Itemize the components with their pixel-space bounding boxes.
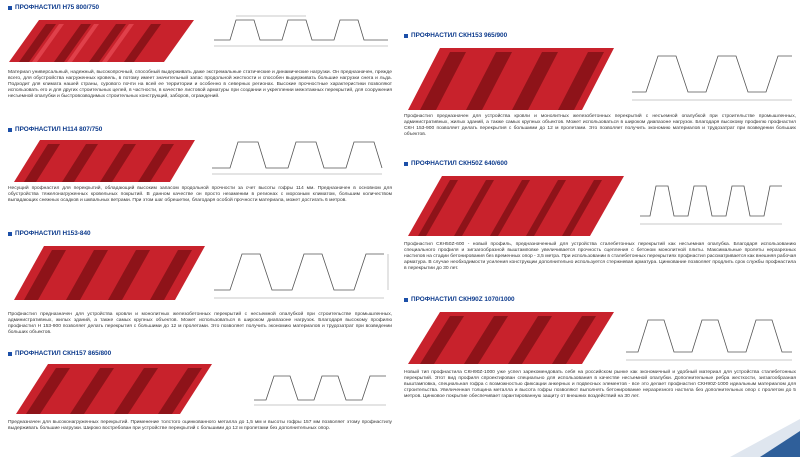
product-title xyxy=(8,126,102,133)
product-title-text: ПРОФНАСТИЛ СКН157 865/800 xyxy=(15,350,112,357)
product-description: Несущий профнастил для перекрытий, обладающий высоким запасом продольной прочности за счет высоты гофры 114 мм. Предназначен в основном для обустройства тяжелонагруженных кровельных покрытий. В данном качестве он просто незаменим в регионах с морозным климатом, большим количеством выпадающих снежных осадков и шквальных ветрами. При этом шаг обрешетки, благодаря особой прочности материала, может достигать 6 метров. xyxy=(8,186,392,204)
product-title-text: ПРОФНАСТИЛ Н75 800/750 xyxy=(15,4,100,11)
profile-section-drawing xyxy=(252,370,392,408)
product-h75 xyxy=(0,0,398,118)
product-title-text: ПРОФНАСТИЛ СКН50Z 640/600 xyxy=(411,160,508,167)
bullet-icon xyxy=(8,352,12,356)
product-description: Предназначен для высоконагруженных перекрытий. Применение толстого оцинкованного металла до 1,5 мм и высоты гофры 157 мм позволяет этому профнастилу выдерживать большие нагрузки. Широко востребован при устройстве перекрытий с большими до 12 м пролетами без дополнительных опор. xyxy=(8,420,392,432)
product-h153 xyxy=(0,226,398,348)
product-title xyxy=(8,230,91,237)
product-title xyxy=(8,4,99,11)
profile-sheet-photo xyxy=(404,42,614,114)
product-description: Профнастил предназначен для устройства кровли и монолитных железобетонных перекрытий с несъемной опалубкой при строительстве промышленных, административных, жилых зданий, а также самых крупных объектов. Может использоваться в широком диапазоне нагрузок. Благодаря высокому профилю профнастил СКН 153-900 позволяет делать перекрытия с большими до 12 м пролетами. Это позволяет получить экономию материалов и трудозатрат при возведении больших объектов. xyxy=(404,114,796,138)
bullet-icon xyxy=(404,162,408,166)
product-title xyxy=(404,296,515,303)
product-title-text: ПРОФНАСТИЛ Н114 807/750 xyxy=(15,126,103,133)
product-title-text: ПРОФНАСТИЛ Н153-840 xyxy=(15,230,91,237)
product-h114 xyxy=(0,122,398,228)
profile-section-drawing xyxy=(212,12,392,52)
profile-section-drawing xyxy=(212,244,392,304)
product-skn153 xyxy=(402,28,800,158)
bullet-icon xyxy=(8,232,12,236)
product-title-text: ПРОФНАСТИЛ СКН90Z 1070/1000 xyxy=(411,296,515,303)
product-title xyxy=(404,160,508,167)
product-title xyxy=(8,350,111,357)
profile-section-drawing xyxy=(630,46,796,106)
product-title-text: ПРОФНАСТИЛ СКН153 965/900 xyxy=(411,32,508,39)
profile-sheet-photo xyxy=(12,358,212,418)
profile-sheet-photo xyxy=(10,240,205,304)
profile-sheet-photo xyxy=(404,170,624,240)
product-description: Профнастил СКН50Z-600 - новый профиль, предназначенный для устройства сталебетонных перекрытий как несъемная опалубка. Благодаря использованию специального профиля и зигзагообразной выштамповке увеличивается прочность сцепления с бетоном монолитной плиты. Максимальные пролеты неразрезных настилов на стадии бетонирования без временных опор - 3,5 метра. При использовании в сталебетонных перекрытиях профнастил рассматривается как внешняя рабочая арматура. В случае необходимости усиления конструкции дополнительно используется стержневая арматура. Цинкование позволяет продлить срок службы профнастила в перекрытии до 30 лет. xyxy=(404,242,796,272)
profile-sheet-photo xyxy=(10,134,195,186)
profile-section-drawing xyxy=(638,176,796,232)
bullet-icon xyxy=(8,128,12,132)
product-description: Профнастил предназначен для устройства кровли и монолитных железобетонных перекрытий с несъемной опалубкой при строительстве промышленных, административных, жилых зданий, а также самых крупных объектов. Может использоваться в широком диапазоне нагрузок. Благодаря высокому профилю профнастил Н 153-900 позволяет делать перекрытия с большими до 12 м пролетами. Это позволяет получить экономию материалов и трудозатрат при возведении больших объектов. xyxy=(8,312,392,336)
product-skn157 xyxy=(0,348,398,457)
bullet-icon xyxy=(404,298,408,302)
profile-sheet-photo xyxy=(4,12,194,68)
profile-section-drawing xyxy=(210,136,390,178)
product-description: Материал универсальный, надежный, высокопрочный, способный выдерживать даже экстремальные статические и динамические нагрузки. Он предназначен, прежде всего, для обустройства нагруженных кровель, в потому имеет значительный запас продольной жесткости и способен выдерживать большие нагрузки снега и льда. Подходит для климата нашей страны, сурового почти на всей ее территории и особенно в северных регионах. Высокие прочностные характеристики позволяют использовать его и для других строительных целей, в частности, в качестве листовой арматуры при создании и укреплении межэтажных перекрытий, для сооружения несъемной опалубки и быстровозводимых строительных конструкций, заборов, ограждений. xyxy=(8,70,392,100)
product-description: Новый тип профнастила СКН90Z-1000 уже успел зарекомендовать себя на российском рынке как экономичный и удобный материал для устройства сталебетонных перекрытий. Этот вид профиля спроектирован специально для использования в качестве несъемной опалубки. Дополнительные ребра жесткости, зигзагообразная выштамповка, специальная гофра с возможностью фиксации анкерных и подвесных элементов - все это делает профнастил СКН90Z-1000 идеальным материалом для строительства. Увеличенная толщина металла и высота гофры позволяют выполнять бетонирование неразрезного настила без дополнительных опор с пролетом до 5 метров. Цинковое покрытие обеспечивает гарантированную защиту от внешних воздействий на 30 лет. xyxy=(404,370,796,400)
profile-section-drawing xyxy=(624,308,796,368)
corner-decoration xyxy=(730,419,800,457)
bullet-icon xyxy=(404,34,408,38)
product-title xyxy=(404,32,507,39)
product-skn50z xyxy=(402,156,800,292)
bullet-icon xyxy=(8,6,12,10)
profile-sheet-photo xyxy=(404,306,614,368)
